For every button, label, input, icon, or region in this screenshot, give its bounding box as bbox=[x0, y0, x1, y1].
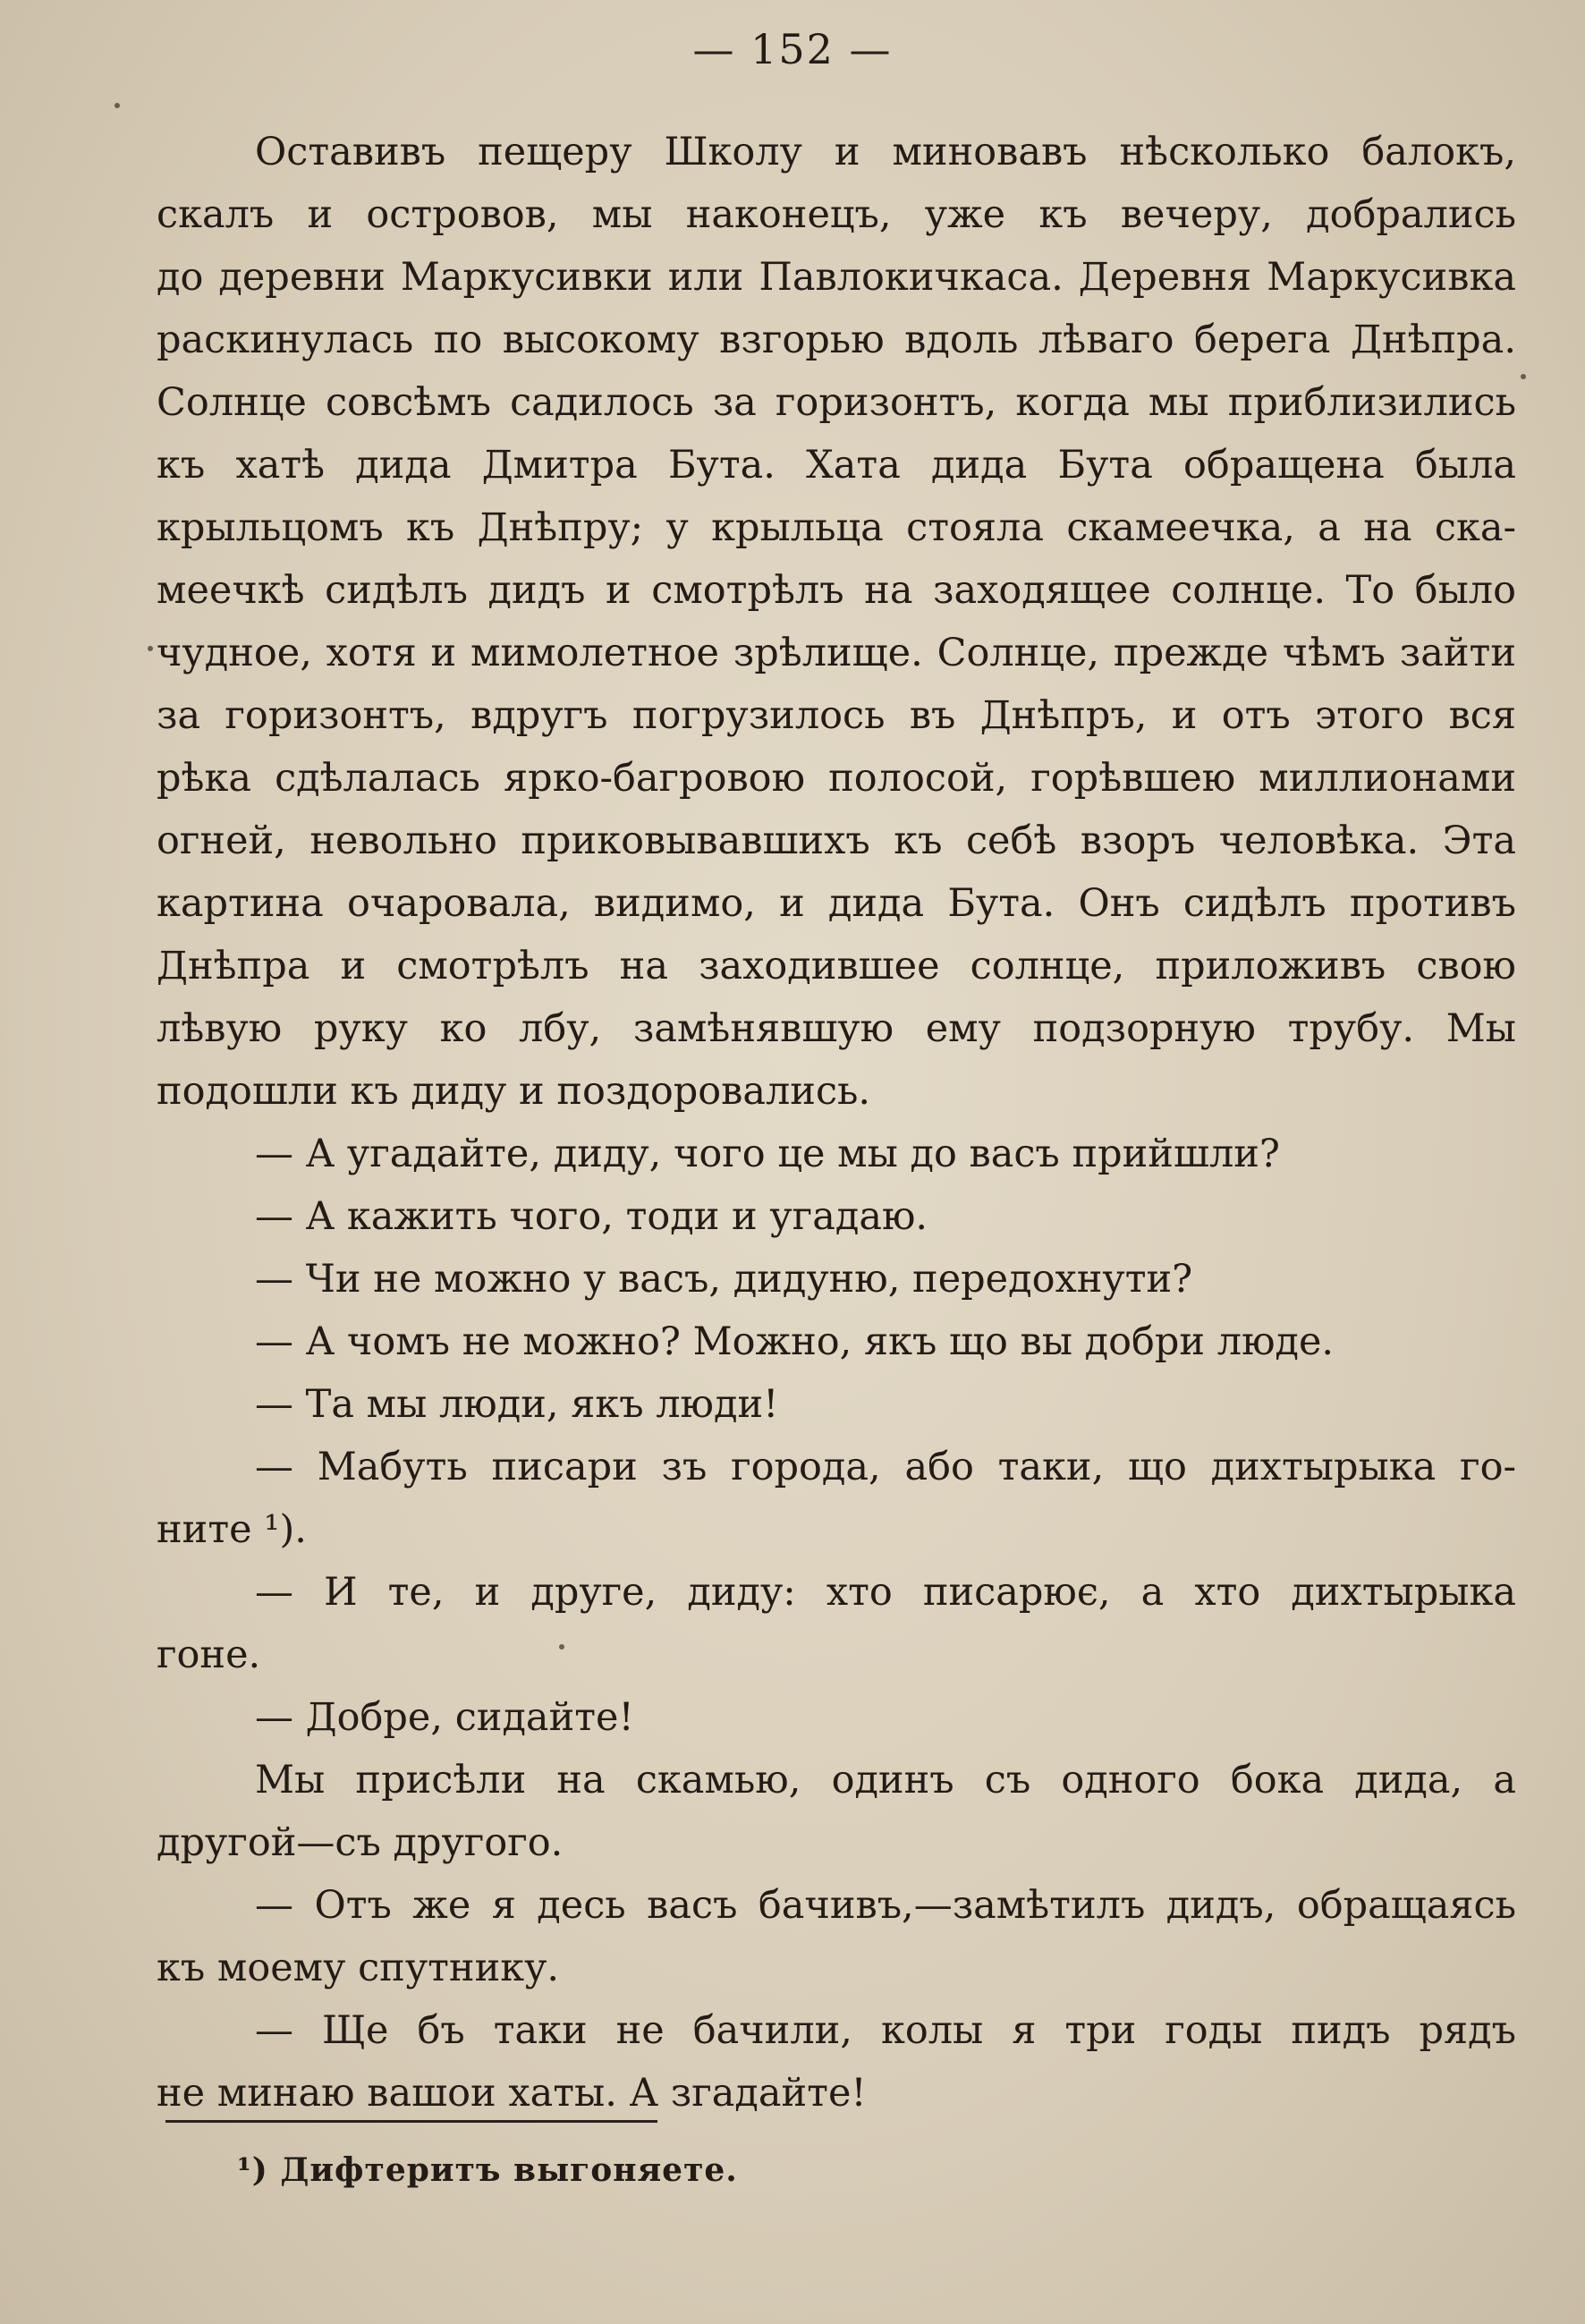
text-line: гоне. bbox=[157, 1633, 261, 1677]
text-line: картина очаровала, видимо, и дида Бута. Онъ сидѣлъ противъ bbox=[157, 881, 1516, 926]
print-speck bbox=[559, 1644, 564, 1650]
text-line: не минаю вашои хаты. А згадайте! bbox=[157, 2071, 867, 2116]
print-speck bbox=[148, 646, 153, 651]
text-line: до деревни Маркусивки или Павлокичкаса. Деревня Маркусивка bbox=[157, 255, 1516, 300]
dialogue-line: — Добре, сидайте! bbox=[255, 1695, 634, 1740]
dialogue-line: — Ще бъ таки не бачили, колы я три годы пидъ рядъ bbox=[255, 2008, 1516, 2053]
text-line: чудное, хотя и мимолетное зрѣлище. Солнце, прежде чѣмъ зайти bbox=[157, 631, 1516, 675]
print-speck bbox=[114, 103, 120, 108]
footnote: ¹) Дифтеритъ выгоняете. bbox=[237, 2151, 738, 2189]
text-line: къ хатѣ дида Дмитра Бута. Хата дида Бута обращена была bbox=[157, 443, 1516, 488]
dialogue-line: — Мабуть писари зъ города, або таки, що дихтырыка го- bbox=[255, 1445, 1516, 1489]
text-line: Оставивъ пещеру Школу и миновавъ нѣсколько балокъ, bbox=[255, 130, 1516, 174]
text-line: другой—съ другого. bbox=[157, 1820, 564, 1865]
text-line: меечкѣ сидѣлъ дидъ и смотрѣлъ на заходящее солнце. То было bbox=[157, 568, 1516, 613]
text-line: къ моему спутнику. bbox=[157, 1946, 560, 1990]
dialogue-line: — Отъ же я десь васъ бачивъ,—замѣтилъ дидъ, обращаясь bbox=[255, 1883, 1516, 1928]
text-line: огней, невольно приковывавшихъ къ себѣ взоръ человѣка. Эта bbox=[157, 818, 1516, 863]
text-line: Солнце совсѣмъ садилось за горизонтъ, когда мы приблизились bbox=[157, 380, 1516, 425]
dialogue-line: — А кажить чого, тоди и угадаю. bbox=[255, 1194, 928, 1239]
text-line: раскинулась по высокому взгорью вдоль лѣваго берега Днѣпра. bbox=[157, 318, 1516, 362]
text-line: ните ¹). bbox=[157, 1507, 307, 1552]
footnote-rule bbox=[165, 2120, 657, 2123]
text-line: скалъ и островов, мы наконецъ, уже къ вечеру, добрались bbox=[157, 192, 1516, 237]
text-line: лѣвую руку ко лбу, замѣнявшую ему подзорную трубу. Мы bbox=[157, 1006, 1516, 1051]
dialogue-line: — Та мы люди, якъ люди! bbox=[255, 1382, 779, 1427]
text-line: крыльцомъ къ Днѣпру; у крыльца стояла скамеечка, а на ска- bbox=[157, 505, 1516, 550]
dialogue-line: — Чи не можно у васъ, дидуню, передохнути? bbox=[255, 1257, 1193, 1302]
text-line: рѣка сдѣлалась ярко-багровою полосой, горѣвшею миллионами bbox=[157, 756, 1516, 801]
text-line: Днѣпра и смотрѣлъ на заходившее солнце, приложивъ свою bbox=[157, 944, 1516, 988]
page-number: — 152 — bbox=[692, 25, 893, 73]
print-speck bbox=[1521, 374, 1526, 379]
text-line: за горизонтъ, вдругъ погрузилось въ Днѣпръ, и отъ этого вся bbox=[157, 693, 1516, 738]
dialogue-line: — А чомъ не можно? Можно, якъ що вы добри люде. bbox=[255, 1319, 1335, 1364]
text-line: подошли къ диду и поздоровались. bbox=[157, 1069, 871, 1114]
body-text bbox=[157, 121, 1516, 2125]
dialogue-line: — И те, и друге, диду: хто писарює, а хто дихтырыка bbox=[255, 1570, 1516, 1615]
dialogue-line: — А угадайте, диду, чого це мы до васъ прийшли? bbox=[255, 1132, 1280, 1176]
text-line: Мы присѣли на скамью, одинъ съ одного бока дида, а bbox=[255, 1758, 1516, 1802]
